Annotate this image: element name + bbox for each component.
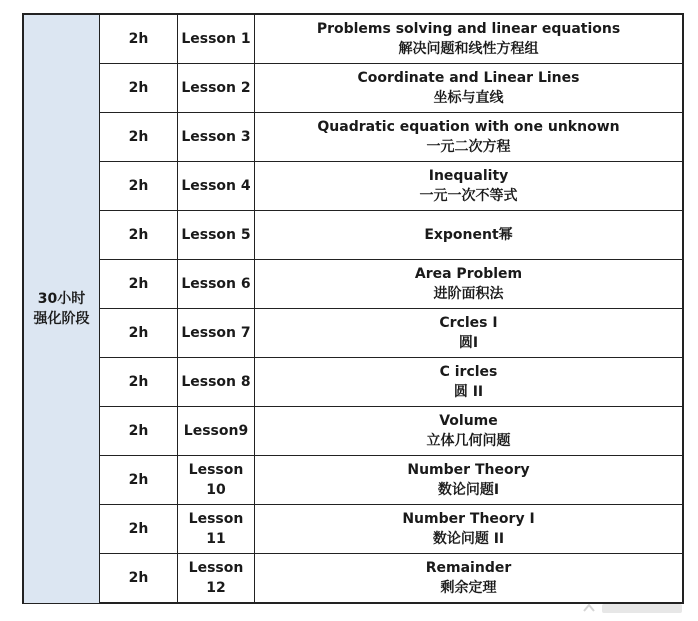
topic-chinese: 圆 II — [453, 384, 484, 400]
hours-cell: 2h — [100, 554, 178, 604]
topic-chinese: 立体几何问题 — [426, 433, 511, 449]
lesson-cell: Lesson 5 — [178, 211, 255, 260]
lesson-row — [23, 14, 683, 64]
lesson-cell: Lesson 2 — [178, 64, 255, 113]
lesson-cell: Lesson 11 — [178, 505, 255, 554]
topic-chinese: 进阶面积法 — [433, 286, 504, 302]
hours-cell: 2h — [100, 64, 178, 113]
course-schedule-table — [22, 13, 684, 604]
topic-cell — [255, 211, 684, 260]
hours-cell: 2h — [100, 211, 178, 260]
topic-english: Exponent幂 — [424, 227, 513, 243]
lesson-cell: Lesson 3 — [178, 113, 255, 162]
topic-english: Crcles I — [439, 315, 498, 331]
hours-cell: 2h — [100, 14, 178, 64]
hours-cell: 2h — [100, 505, 178, 554]
lesson-row — [23, 407, 683, 456]
phase-name: 强化阶段 — [33, 310, 90, 327]
topic-cell — [255, 162, 684, 211]
topic-chinese: 剩余定理 — [440, 580, 497, 596]
hours-cell: 2h — [100, 456, 178, 505]
hours-cell: 2h — [100, 162, 178, 211]
lesson-row — [23, 505, 683, 554]
topic-english: Number Theory I — [402, 511, 535, 527]
lesson-row — [23, 113, 683, 162]
topic-chinese: 一元一次不等式 — [419, 188, 518, 204]
hours-cell: 2h — [100, 358, 178, 407]
lesson-cell: Lesson 12 — [178, 554, 255, 604]
lesson-row — [23, 260, 683, 309]
topic-chinese: 一元二次方程 — [426, 139, 511, 155]
hours-cell: 2h — [100, 260, 178, 309]
lesson-row — [23, 554, 683, 604]
topic-english: C ircles — [439, 364, 498, 380]
topic-english: Volume — [439, 413, 498, 429]
topic-chinese: 坐标与直线 — [433, 90, 504, 106]
topic-cell — [255, 309, 684, 358]
topic-chinese: 数论问题 II — [432, 531, 505, 547]
topic-cell — [255, 64, 684, 113]
topic-cell — [255, 14, 684, 64]
hours-cell: 2h — [100, 113, 178, 162]
topic-english: Inequality — [428, 168, 509, 184]
topic-english: Number Theory — [407, 462, 530, 478]
lesson-row — [23, 456, 683, 505]
lesson-cell: Lesson 6 — [178, 260, 255, 309]
topic-english: Problems solving and linear equations — [316, 21, 621, 37]
lesson-row — [23, 64, 683, 113]
hours-cell: 2h — [100, 407, 178, 456]
topic-chinese: 解决问题和线性方程组 — [398, 41, 539, 57]
topic-cell — [255, 407, 684, 456]
lesson-cell: Lesson 7 — [178, 309, 255, 358]
topic-chinese: 数论问题I — [437, 482, 500, 498]
topic-english: Quadratic equation with one unknown — [317, 119, 620, 135]
topic-cell — [255, 505, 684, 554]
lesson-row — [23, 211, 683, 260]
lesson-cell: Lesson 10 — [178, 456, 255, 505]
lesson-row — [23, 309, 683, 358]
topic-cell — [255, 260, 684, 309]
phase-label — [34, 289, 90, 329]
lesson-row — [23, 358, 683, 407]
topic-cell — [255, 113, 684, 162]
schedule-body — [23, 14, 683, 603]
lesson-cell: Lesson 8 — [178, 358, 255, 407]
hours-cell: 2h — [100, 309, 178, 358]
watermark-logo — [580, 599, 690, 617]
topic-chinese: 圆I — [458, 335, 479, 351]
lesson-cell: Lesson 1 — [178, 14, 255, 64]
topic-english: Remainder — [425, 560, 512, 576]
topic-cell — [255, 456, 684, 505]
phase-hours: 30小时 — [37, 290, 86, 307]
topic-english: Coordinate and Linear Lines — [357, 70, 580, 86]
topic-cell — [255, 358, 684, 407]
topic-english: Area Problem — [414, 266, 523, 282]
phase-cell — [23, 14, 100, 603]
topic-cell — [255, 554, 684, 604]
lesson-row — [23, 162, 683, 211]
lesson-cell: Lesson9 — [178, 407, 255, 456]
lesson-cell: Lesson 4 — [178, 162, 255, 211]
